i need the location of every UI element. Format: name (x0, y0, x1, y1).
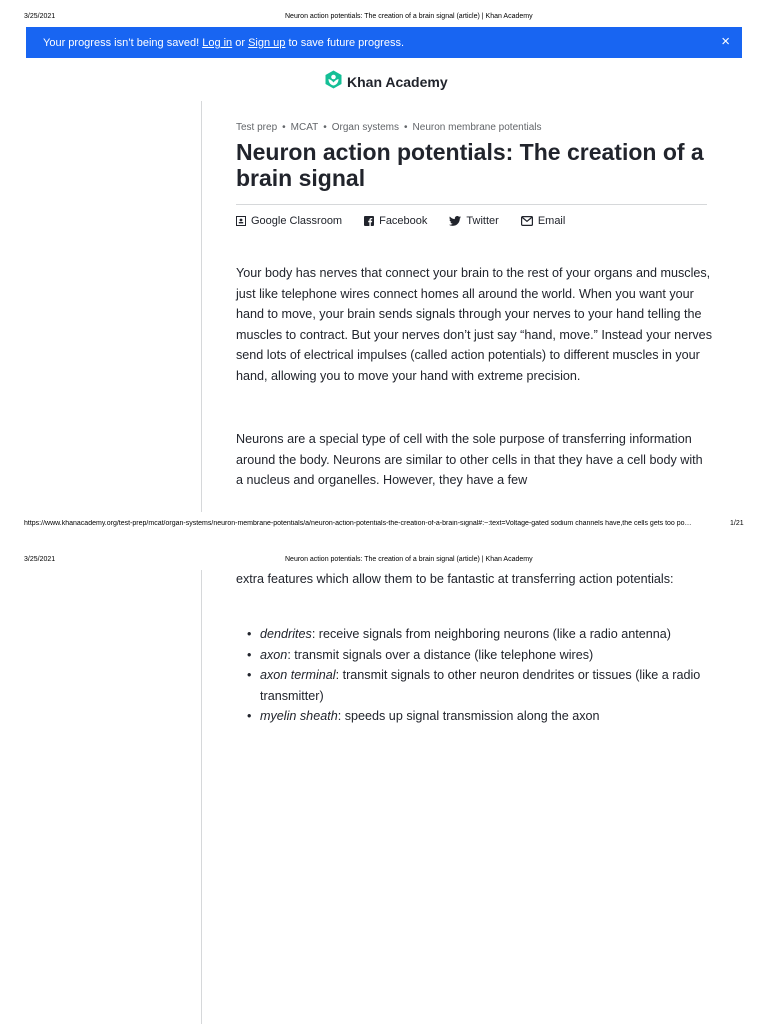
breadcrumb (236, 122, 542, 133)
share-bar (236, 215, 587, 227)
print-date: 3/25/2021 (24, 556, 56, 563)
title-divider (236, 204, 707, 205)
breadcrumb-separator: • (282, 122, 286, 133)
share-google-classroom-button[interactable] (236, 215, 342, 227)
share-label: Facebook (379, 215, 428, 227)
list-term: axon terminal (260, 668, 336, 682)
google-classroom-icon (236, 216, 246, 226)
list-item (246, 665, 716, 706)
print-url: https://www.khanacademy.org/test-prep/mcat/organ-systems/neuron-membrane-potentials/a/neuron-action-potentials-the-creation-of-a-brain-signal#:~:text=Voltage-gated sodium channels have,the cells gets too po… (24, 520, 692, 527)
list-term: axon (260, 647, 288, 662)
share-facebook-button[interactable] (364, 215, 427, 227)
share-label: Twitter (466, 215, 499, 227)
signup-link[interactable]: Sign up (248, 36, 286, 49)
breadcrumb-test-prep[interactable]: Test prep (236, 122, 278, 133)
article-paragraph: extra features which allow them to be fantastic at transferring action potentials: (236, 572, 674, 586)
print-title: Neuron action potentials: The creation of a brain signal (article) | Khan Academy (285, 556, 533, 563)
list-item (246, 706, 716, 727)
breadcrumb-separator: • (404, 122, 408, 133)
banner-suffix: to save future progress. (285, 36, 405, 49)
neuron-features-list (246, 624, 716, 727)
list-description: : speeds up signal transmission along the axon (337, 709, 600, 723)
list-description: : transmit signals to other neuron dendrites or tissues (like a radio transmitter) (260, 668, 701, 703)
list-description: : transmit signals over a distance (like telephone wires) (287, 647, 594, 662)
print-date: 3/25/2021 (24, 13, 56, 20)
login-link[interactable]: Log in (202, 36, 233, 49)
article-paragraph: Your body has nerves that connect your brain to the rest of your organs and muscles, just like telephone wires connect homes all around the world. When you want your hand to move, your brain sends signals through your nerves to your hand telling the muscles to contract. But your nerves don’t just say “hand, move.” Instead your nerves send lots of electrical impulses (called action potentials) to different muscles in your hand, allowing you to move your hand with extreme precision. (236, 266, 712, 383)
list-description: : receive signals from neighboring neurons (like a radio antenna) (311, 627, 671, 641)
print-page-number: 1/21 (730, 520, 744, 527)
article-title: Neuron action potentials: The creation of a brain signal (236, 139, 704, 191)
sidebar-divider (201, 101, 202, 512)
khan-academy-logo[interactable] (325, 70, 448, 94)
article-paragraph: Neurons are a special type of cell with the sole purpose of transferring information around the body. Neurons are similar to other cells in that they have a cell body with a nucleus and organelles. However, they have a few (236, 432, 703, 487)
share-label: Google Classroom (251, 215, 343, 227)
share-twitter-button[interactable] (449, 215, 498, 227)
breadcrumb-separator: • (323, 122, 327, 133)
breadcrumb-organ-systems[interactable]: Organ systems (331, 122, 400, 133)
print-title: Neuron action potentials: The creation of a brain signal (article) | Khan Academy (285, 13, 533, 20)
banner-or: or (232, 36, 249, 49)
breadcrumb-mcat[interactable]: MCAT (290, 122, 319, 133)
list-item (246, 645, 716, 666)
twitter-icon (449, 216, 461, 226)
progress-banner (26, 27, 742, 58)
list-item (246, 624, 716, 645)
breadcrumb-neuron-membrane-potentials[interactable]: Neuron membrane potentials (412, 122, 542, 133)
share-label: Email (537, 215, 566, 227)
close-icon[interactable]: × (721, 33, 730, 50)
email-icon (521, 216, 533, 226)
list-term: myelin sheath (260, 709, 338, 723)
banner-message: Your progress isn’t being saved! (43, 36, 200, 49)
list-term: dendrites (260, 627, 312, 641)
logo-text: Khan Academy (347, 74, 448, 90)
facebook-icon (364, 216, 374, 226)
khan-academy-logo-icon (325, 70, 342, 94)
share-email-button[interactable] (521, 215, 566, 227)
sidebar-divider-page2 (201, 570, 202, 1024)
